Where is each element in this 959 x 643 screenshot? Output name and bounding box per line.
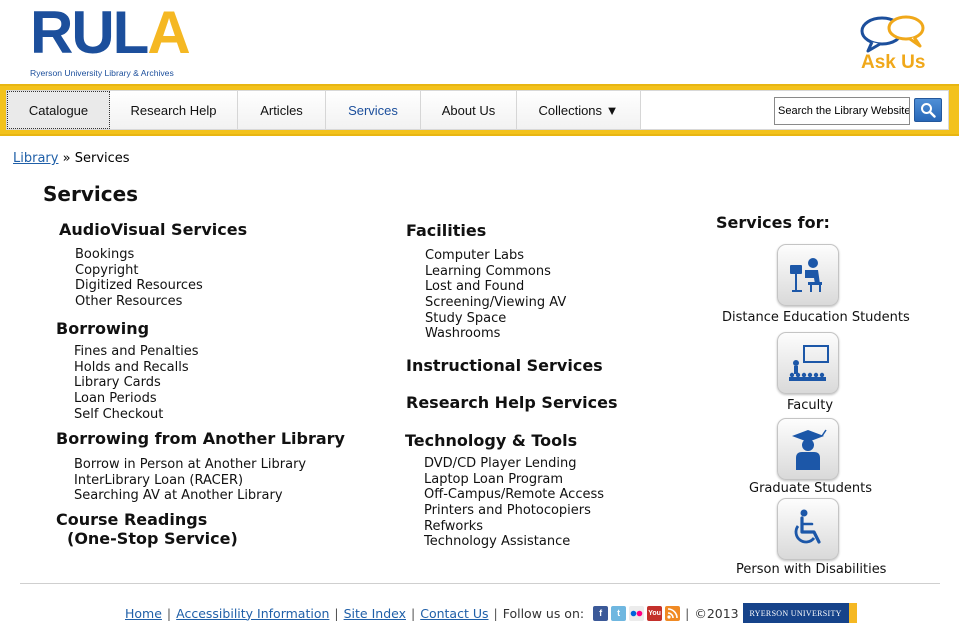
audience-label-faculty[interactable]: Faculty <box>787 398 834 413</box>
footer-link-contact-us[interactable]: Contact Us <box>420 605 489 621</box>
heading-borrowing[interactable]: Borrowing <box>56 319 150 338</box>
audience-label-distance[interactable]: Distance Education Students <box>722 310 910 325</box>
nav-tabs <box>7 91 641 129</box>
breadcrumb-current: Services <box>74 151 130 166</box>
link-learning-commons[interactable]: Learning Commons <box>425 263 551 279</box>
graduate-students-button[interactable] <box>777 418 839 480</box>
site-header <box>0 0 959 84</box>
link-digitized-resources[interactable]: Digitized Resources <box>75 278 203 294</box>
technology-links <box>424 456 604 550</box>
link-washrooms[interactable]: Washrooms <box>425 326 501 342</box>
link-computer-labs[interactable]: Computer Labs <box>425 248 524 263</box>
footer-link-home[interactable]: Home <box>125 605 162 621</box>
breadcrumb-library-link[interactable]: Library <box>13 151 59 166</box>
link-self-checkout[interactable]: Self Checkout <box>74 406 164 422</box>
search-input[interactable] <box>774 97 910 125</box>
link-loan-periods[interactable]: Loan Periods <box>74 391 157 407</box>
tab-catalogue[interactable]: Catalogue <box>7 91 110 129</box>
heading-instructional-services[interactable]: Instructional Services <box>406 356 603 375</box>
footer-separator: | <box>334 605 339 621</box>
tab-about-us[interactable]: About Us <box>421 91 517 129</box>
nav-bar <box>6 90 949 130</box>
link-library-cards[interactable]: Library Cards <box>74 375 161 391</box>
rss-icon[interactable] <box>665 606 680 621</box>
breadcrumb-separator: » <box>62 151 71 166</box>
link-copyright[interactable]: Copyright <box>75 262 139 278</box>
facebook-icon[interactable]: f <box>593 606 608 621</box>
link-borrow-in-person[interactable]: Borrow in Person at Another Library <box>74 457 307 472</box>
heading-audiovisual-services[interactable]: AudioVisual Services <box>59 220 248 239</box>
youtube-icon[interactable]: You <box>647 606 662 621</box>
follow-us-label: Follow us on: <box>502 605 585 621</box>
link-interlibrary-loan[interactable]: InterLibrary Loan (RACER) <box>74 472 244 488</box>
twitter-icon[interactable]: t <box>611 606 626 621</box>
audience-label-graduate[interactable]: Graduate Students <box>749 481 873 496</box>
audience-label-disabilities[interactable]: Person with Disabilities <box>736 562 887 577</box>
flickr-icon[interactable] <box>629 606 644 621</box>
search-button[interactable] <box>914 98 942 122</box>
link-bookings[interactable]: Bookings <box>75 247 135 262</box>
faculty-icon <box>786 343 830 383</box>
logo-subtitle: Ryerson University Library & Archives <box>30 68 174 78</box>
heading-course-readings[interactable]: Course Readings <box>56 510 208 529</box>
footer <box>125 603 857 623</box>
tab-research-help[interactable]: Research Help <box>110 91 238 129</box>
link-other-resources[interactable]: Other Resources <box>75 294 183 310</box>
footer-link-site-index[interactable]: Site Index <box>343 605 406 621</box>
heading-facilities[interactable]: Facilities <box>406 221 487 240</box>
footer-link-accessibility[interactable]: Accessibility Information <box>176 605 330 621</box>
heading-course-readings-subtitle[interactable]: (One-Stop Service) <box>67 529 238 548</box>
page-title: Services <box>43 182 139 206</box>
disabilities-button[interactable] <box>777 498 839 560</box>
footer-divider <box>20 583 940 584</box>
link-refworks[interactable]: Refworks <box>424 518 484 534</box>
link-laptop-loan[interactable]: Laptop Loan Program <box>424 471 564 487</box>
link-printers-photocopiers[interactable]: Printers and Photocopiers <box>424 503 591 519</box>
link-technology-assistance[interactable]: Technology Assistance <box>424 534 571 550</box>
link-dvd-cd-player[interactable]: DVD/CD Player Lending <box>424 456 577 471</box>
distance-education-button[interactable] <box>777 244 839 306</box>
link-searching-av[interactable]: Searching AV at Another Library <box>74 488 283 504</box>
link-fines-penalties[interactable]: Fines and Penalties <box>74 344 199 359</box>
borrowing-links <box>74 344 199 422</box>
footer-separator: | <box>685 605 690 621</box>
link-off-campus-access[interactable]: Off-Campus/Remote Access <box>424 487 605 503</box>
copyright: ©2013 <box>694 605 739 621</box>
services-for-title: Services for: <box>716 213 830 232</box>
tab-services[interactable]: Services <box>326 91 421 129</box>
magnifier-icon <box>920 102 936 118</box>
borrowing-another-library-links <box>74 457 306 504</box>
chat-bubble-icon <box>858 14 932 54</box>
heading-technology-tools[interactable]: Technology & Tools <box>405 431 578 450</box>
main-navigation <box>0 84 959 136</box>
distance-student-icon <box>786 253 830 297</box>
heading-research-help-services[interactable]: Research Help Services <box>406 393 618 412</box>
ask-us-button[interactable] <box>858 14 932 74</box>
ask-us-label: Ask Us <box>861 52 926 73</box>
tab-collections[interactable]: Collections ▼ <box>517 91 641 129</box>
heading-borrowing-another-library[interactable]: Borrowing from Another Library <box>56 429 345 448</box>
link-study-space[interactable]: Study Space <box>425 310 507 326</box>
graduate-icon <box>786 426 830 472</box>
faculty-button[interactable] <box>777 332 839 394</box>
facilities-links <box>425 248 566 342</box>
tab-articles[interactable]: Articles <box>238 91 326 129</box>
link-lost-found[interactable]: Lost and Found <box>425 279 525 295</box>
footer-separator: | <box>166 605 172 621</box>
audiovisual-links <box>75 247 203 310</box>
link-screening-viewing-av[interactable]: Screening/Viewing AV <box>425 295 567 311</box>
footer-separator: | <box>411 605 416 621</box>
rula-logo[interactable] <box>28 0 189 80</box>
link-holds-recalls[interactable]: Holds and Recalls <box>74 359 189 375</box>
ryerson-university-badge[interactable]: RYERSON UNIVERSITY <box>743 603 857 623</box>
wheelchair-icon <box>786 507 830 551</box>
footer-separator: | <box>493 605 498 621</box>
breadcrumb <box>13 151 130 166</box>
logo-wordmark: RULA <box>30 0 189 66</box>
